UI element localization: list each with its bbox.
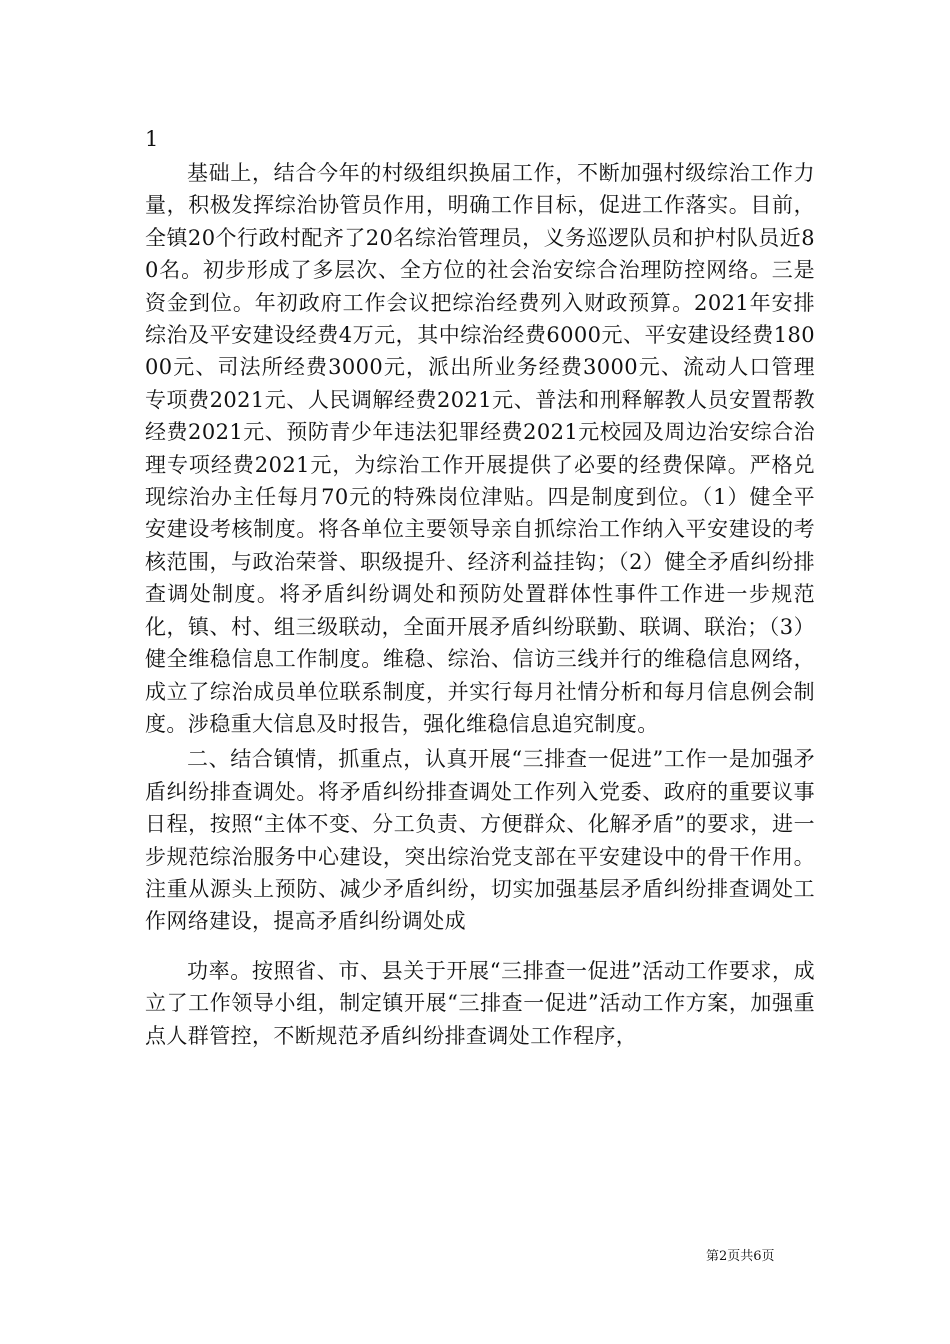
- paragraph-3: 功率。按照省、市、县关于开展“三排查一促进”活动工作要求，成立了工作领导小组，制定镇开展“三排查一促进”活动工作方案，加强重点人群管控，不断规范矛盾纠纷排查调处工作程序，: [145, 958, 815, 1048]
- page-number-top: 1: [145, 127, 159, 151]
- paragraph-2: 二、结合镇情，抓重点，认真开展“三排查一促进”工作一是加强矛盾纠纷排查调处。将矛盾纠纷排查调处工作列入党委、政府的重要议事日程，按照“主体不变、分工负责、方便群众、化解矛盾”的要求，进一步规范综治服务中心建设，突出综治党支部在平安建设中的骨干作用。注重从源头上预防、减少矛盾纠纷，切实加强基层矛盾纠纷排查调处工作网络建设，提高矛盾纠纷调处成: [145, 747, 815, 934]
- page-footer: 第2页共6页: [706, 1249, 775, 1264]
- paragraph-1: 基础上，结合今年的村级组织换届工作，不断加强村级综治工作力量，积极发挥综治协管员作用，明确工作目标，促进工作落实。目前，全镇20个行政村配齐了20名综治管理员，义务巡逻队员和护村队员近80名。初步形成了多层次、全方位的社会治安综合治理防控网络。三是资金到位。年初政府工作会议把综治经费列入财政预算。2021年安排综治及平安建设经费4万元，其中综治经费6000元、平安建设经费18000元、司法所经费3000元，派出所业务经费3000元、流动人口管理专项费2021元、人民调解经费2021元、普法和刑释解教人员安置帮教经费2021元、预防青少年违法犯罪经费2021元校园及周边治安综合治理专项经费2021元，为综治工作开展提供了必要的经费保障。严格兑现综治办主任每月70元的特殊岗位津贴。四是制度到位。（1）健全平安建设考核制度。将各单位主要领导亲自抓综治工作纳入平安建设的考核范围，与政治荣誉、职级提升、经济利益挂钩；（2）健全矛盾纠纷排查调处制度。将矛盾纠纷调处和预防处置群体性事件工作进一步规范化，镇、村、组三级联动，全面开展矛盾纠纷联勤、联调、联治；（3）健全维稳信息工作制度。维稳、综治、信访三线并行的维稳信息网络，成立了综治成员单位联系制度，并实行每月社情分析和每月信息例会制度。涉稳重大信息及时报告，强化维稳信息追究制度。: [145, 161, 815, 736]
- document-body: [145, 157, 815, 1052]
